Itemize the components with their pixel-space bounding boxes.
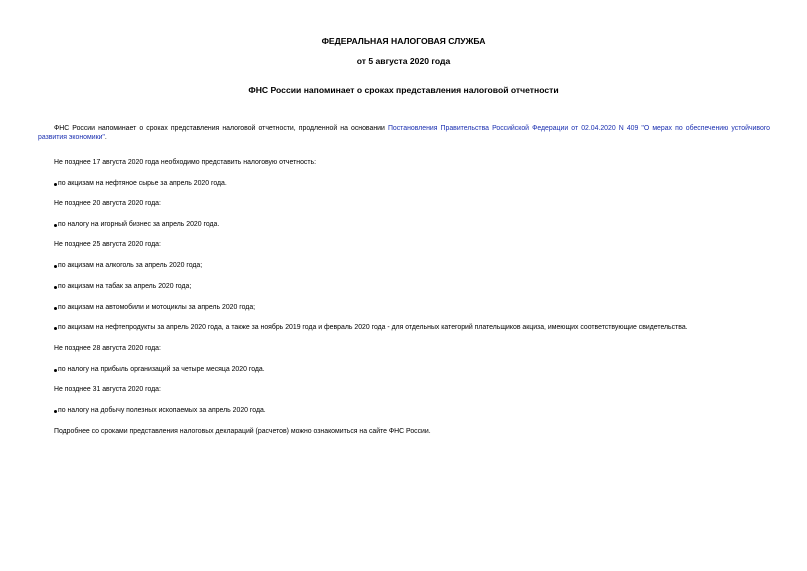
list-item bbox=[54, 220, 219, 229]
bullet-icon bbox=[54, 410, 57, 413]
deadline-heading-aug20: Не позднее 20 августа 2020 года: bbox=[54, 200, 161, 207]
list-item-text: по акцизам на автомобили и мотоциклы за апрель 2020 года; bbox=[58, 304, 256, 311]
list-item-text: по налогу на игорный бизнес за апрель 2020 года. bbox=[58, 221, 220, 228]
deadline-heading-aug31: Не позднее 31 августа 2020 года: bbox=[54, 386, 161, 393]
bullet-icon bbox=[54, 265, 57, 268]
list-item-text: по налогу на прибыль организаций за четыре месяца 2020 года. bbox=[58, 366, 265, 373]
document-date: от 5 августа 2020 года bbox=[356, 56, 451, 66]
list-item-text: по акцизам на табак за апрель 2020 года; bbox=[58, 283, 192, 290]
bullet-icon bbox=[54, 183, 57, 186]
deadline-heading-aug28: Не позднее 28 августа 2020 года: bbox=[54, 345, 161, 352]
bullet-icon bbox=[54, 286, 57, 289]
intro-paragraph bbox=[38, 124, 770, 143]
list-item-text: по акцизам на нефтяное сырье за апрель 2020 года. bbox=[58, 180, 227, 187]
deadline-heading-aug17: Не позднее 17 августа 2020 года необходимо представить налоговую отчетность: bbox=[54, 159, 317, 166]
list-item bbox=[54, 282, 191, 291]
list-item bbox=[54, 365, 265, 374]
footer-note: Подробнее со сроками представления налоговых деклараций (расчетов) можно ознакомиться на сайте ФНС России. bbox=[54, 428, 431, 435]
document-title: ФНС России напоминает о сроках представления налоговой отчетности bbox=[248, 85, 559, 95]
bullet-icon bbox=[54, 369, 57, 372]
list-item bbox=[54, 323, 688, 332]
agency-heading: ФЕДЕРАЛЬНАЯ НАЛОГОВАЯ СЛУЖБА bbox=[321, 36, 486, 46]
list-item bbox=[54, 179, 227, 188]
list-item bbox=[54, 303, 255, 312]
resolution-link[interactable]: Постановления Правительства Российской Федерации от 02.04.2020 N 409 "О мерах по обеспечению устойчивого развития экономики" bbox=[38, 125, 771, 142]
intro-text: ФНС России напоминает о сроках представления налоговой отчетности, продленной на основании bbox=[54, 125, 385, 132]
list-item-text: по акцизам на нефтепродукты за апрель 2020 года, а также за ноябрь 2019 года и февраль 2020 года - для отдельных категорий плательщиков акциза, имеющих соответствующие свидетельства. bbox=[58, 324, 688, 331]
bullet-icon bbox=[54, 224, 57, 227]
bullet-icon bbox=[54, 327, 57, 330]
deadline-heading-aug25: Не позднее 25 августа 2020 года: bbox=[54, 241, 161, 248]
list-item-text: по акцизам на алкоголь за апрель 2020 года; bbox=[58, 262, 203, 269]
list-item-text: по налогу на добычу полезных ископаемых за апрель 2020 года. bbox=[58, 407, 266, 414]
list-item bbox=[54, 406, 266, 415]
list-item bbox=[54, 261, 202, 270]
bullet-icon bbox=[54, 307, 57, 310]
intro-tail: . bbox=[104, 134, 107, 142]
